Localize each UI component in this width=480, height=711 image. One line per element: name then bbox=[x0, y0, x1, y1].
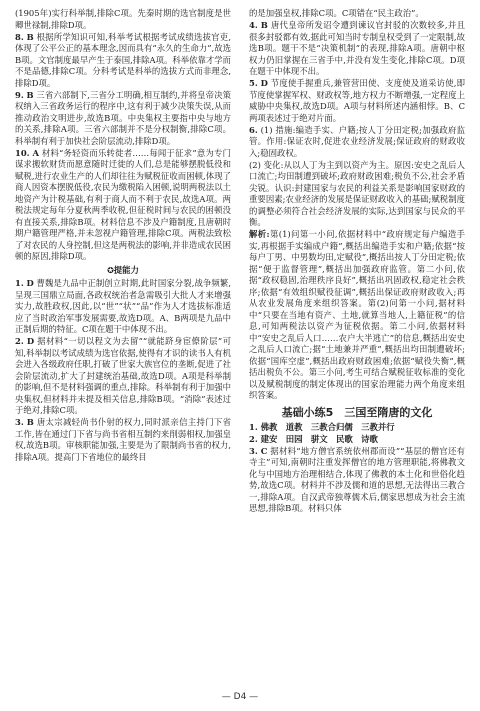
item-number: 10. bbox=[15, 147, 30, 158]
answer-item-2 bbox=[15, 336, 231, 417]
answer-item-5 bbox=[249, 78, 465, 124]
item-explanation: (1) 措施:编造手实、户籍;按人丁分田定税;加强政府监管。作用:保证农时,促进农业经济发展;保证政府的财政收入;稳固政权。 bbox=[249, 124, 465, 158]
item-explanation: 唐代皇帝所发诏令遭到谏议官封驳的次数较多,并且很多封驳都有效,据此可知当时专制皇权受到了一定限制,故选B项。题干不是“决策机制”的表现,排除A项。唐朝中枢权力仍旧掌握在三省手中,并没有发生变化,排除C项。D项在题干中体现不出。 bbox=[249, 20, 465, 76]
answer-line-2: 2. 建安 田园 骈文 民歌 诗歌 bbox=[249, 433, 378, 444]
section-title: 基础小练5 三国至隋唐的文化 bbox=[281, 405, 433, 419]
page bbox=[15, 8, 465, 688]
item-answer: A bbox=[32, 147, 39, 158]
item-explanation: 材料“务轻资而乐转徙者……每闻于征求”意为专门谋求搬软财货而愿意随时迁徙的人们,总是能够摆脱低役和赋税,进行农业生产的人们却往往为赋税征收而困顿,体现了商人因资本摆脱低役,农民为缴税陷入困顿,说明两税法以土地资产为计税基础,有利于商人而不利于农民,故选A项。两税法规定每年分夏秋两季收税,但征税时间与农民的困顿没有直接关系,排除B项。材料信息不涉及户籍制度,且唐朝时期户籍管理严格,并未忽视户籍管理,排除C项。两税法致松了对农民的人身控制,但这是两税法的影响,并非造成农民困顿的原因,排除D项。 bbox=[15, 147, 231, 261]
item-explanation: 三省六部制下,三省分工明确,相互制约,并将皇帝决策权纳入三省政务运行的程序中,这有利于减少决策失误,从而推动政治文明进步,故选B项。中央集权主要指中央与地方的关系,排除A项。三省六部制并不是分权制衡,排除C项。科举制有利于加快社会阶层流动,排除D项。 bbox=[15, 89, 231, 146]
item-answer: D bbox=[26, 336, 35, 346]
item-answer: B bbox=[26, 417, 34, 427]
left-column bbox=[15, 8, 231, 464]
subsection-heading: ✪提能力 bbox=[107, 264, 139, 275]
item-explanation: 根据所学知识可知,科举考试根据考试成绩选拔官吏,体现了公平公正的基本理念,因而具有“永久的生命力”,故选B项。文官制度最早产生于泰国,排除A项。科举依靠才学而不是品德,排除C项。分科考试是科举的选拔方式而非理念,排除D项。 bbox=[15, 31, 231, 88]
answer-line-1: 1. 佛教 道教 三教合归儒 三教并行 bbox=[249, 421, 395, 432]
answer-item-8 bbox=[15, 32, 231, 90]
answer-paragraph: (1905年)实行科举制,排除C项。先秦时期的选官制度是世卿世禄制,排除D项。 bbox=[15, 8, 231, 30]
item-explanation: 曹魏是九品中正制创立时期,此时国家分裂,战争频繁,呈现三国鼎立局面,各政权统治者急需吸引大批人才来增强实力,故胜政权,因此,以“世”“状”“品”作为人才选拔标准适应了当时政治军事发展需要,故选D项。A、B两项是九品中正制后期的特征。C项在题干中体现不出。 bbox=[15, 278, 231, 334]
right-column bbox=[249, 8, 465, 515]
answer-item-10 bbox=[15, 148, 231, 263]
answer-item-3 bbox=[15, 417, 231, 463]
item-number: 3. bbox=[249, 445, 258, 456]
analysis-label: 解析: bbox=[249, 229, 270, 239]
analysis-text: 第(1)问第一小问,依据材料中“政府规定每户编造手实,再根据手实编成户籍”,概括出编造手实和户籍;依据“按每户丁男、中男数均田,定赋役”,概括出按人丁分田定税;依据“便于监督管理”,概括出加强政府监管。第二小问,依据“政权稳固,治理秩序良好”,概括出巩固政权,稳定社会秩序;依据“有效组织赋役征调”,概括出保证政府财政收入;再从农业发展角度来组织答案。第(2)问第一小问,据材料中“只要在当地有资产、土地,就算当地人,上籍征税”的信息,可知两税法以资产为征税依据。第二小问,依据材料中“安史之乱后人口……农户大半逃亡”的信息,概括出安史之乱后人口流亡;据“土地兼并严重”,概括出均田制遭破坏;依据“国库空虚”,概括出政府财政困难;依据“赋役失衡”,概括出税负不公。第三小问,考生可结合赋税征收标准的变化以及赋税制度的制定体现出的国家治理能力两个角度来组织答案。 bbox=[249, 229, 466, 400]
item-number: 2. bbox=[15, 336, 24, 346]
item-number: 4. bbox=[249, 20, 258, 30]
item-answer: B bbox=[26, 89, 34, 100]
answer-paragraph: 的是加强皇权,排除C项。C项错在“民主政治”。 bbox=[249, 8, 424, 18]
item-answer: D bbox=[260, 78, 268, 88]
item-number: 5. bbox=[249, 78, 258, 88]
answer-item-9 bbox=[15, 90, 231, 148]
item-number: 8. bbox=[15, 31, 24, 42]
item-answer: D bbox=[26, 278, 34, 288]
item-explanation: 节度使手握重兵,兼管营田使、支度使及道采访使,即节度使掌握军权、财政权等,地方权力不断增强,一定程度上威胁中央集权,故选D项。A项与材料所述内涵相悖。B、C两项表述过于绝对片面。 bbox=[249, 78, 465, 123]
answer-item-1 bbox=[15, 278, 231, 336]
answer-item-6 bbox=[249, 125, 465, 160]
item-number: 1. bbox=[15, 278, 24, 288]
item-explanation: 据材料“一切以程文为去留”“就能跻身宦僚阶层”可知,科举制以考试成绩为选官依据,使得有才识的读书人有机会进入各级政府任职,打破了世家大族官位的垄断,促进了社会阶层流动,扩大了封建统治基础,故选D项。A项是科举制的影响,但不是材料强调的重点,排除。科举制有利于加强中央集权,但材料并未提及相关信息,排除B项。“消除”表述过于绝对,排除C项。 bbox=[15, 336, 232, 415]
item-answer: C bbox=[260, 445, 268, 456]
answer-item-3b bbox=[249, 446, 465, 515]
answer-item-4 bbox=[249, 20, 465, 78]
item-answer: B bbox=[26, 31, 34, 42]
item-number: 9. bbox=[15, 89, 24, 100]
analysis-paragraph bbox=[249, 229, 465, 402]
item-explanation: 据材料“地方僧官系统依州郡而设”“基层的僧官还有寺主”可知,南朝时注重发挥僧官的地方管理职能,将佛教文化与中国地方治理相结合,体现了佛教的本土化和世俗化趋势,故选C项。材料并不涉及儒和道的思想,无法得出三教合一,排除A项。自汉武帝独尊儒术后,儒家思想成为社会主流思想,排除B项。材料只体 bbox=[249, 445, 465, 513]
item-answer: B bbox=[260, 20, 268, 30]
answer-item-6-part2: (2) 变化:从以人丁为主到以资产为主。原因:安史之乱后人口流亡;均田制遭到破坏;政府财政困难;税负不公,社会矛盾尖锐。认识:封建国家与农民的利益关系是影响国家财政的重要因素;农业经济的发展是保证财政收入的基础;赋税制度的调整必须符合社会经济发展的实际,达到国家与民众的平衡。 bbox=[249, 159, 465, 227]
page-number: — D4 — bbox=[221, 692, 259, 702]
star-icon: ✪ bbox=[107, 265, 114, 275]
item-number: 3. bbox=[15, 417, 24, 427]
item-number: 6. bbox=[249, 124, 258, 135]
item-explanation: 唐太宗减轻尚书仆射的权力,同时派亲信主持门下省工作,皆在通过门下省与尚书省相互制约来削弱相权,加强皇权,故选B项。审核职能加强,主要是为了限制尚书省的权力,排除A项。提高门下省地位的最终目 bbox=[15, 417, 231, 462]
